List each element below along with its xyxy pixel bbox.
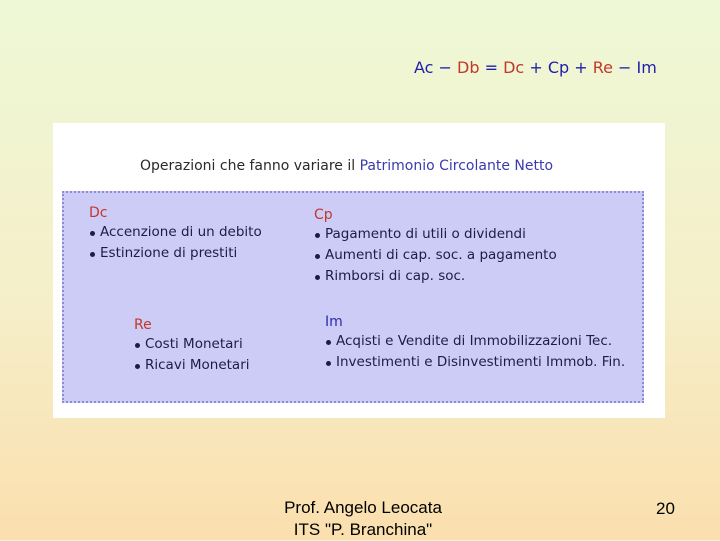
group-cp <box>314 206 557 287</box>
list-item: Investimenti e Disinvestimenti Immob. Fin. <box>325 352 625 373</box>
list-item: Rimborsi di cap. soc. <box>314 266 557 287</box>
equation-plus: + <box>569 58 593 77</box>
group-dc <box>89 204 262 264</box>
equation <box>414 58 657 77</box>
equation-im: Im <box>636 58 657 77</box>
list-item: Aumenti di cap. soc. a pagamento <box>314 245 557 266</box>
equation-minus: − <box>433 58 458 77</box>
group-title: Dc <box>89 205 108 221</box>
equation-equals: = <box>479 58 504 77</box>
footer-author <box>268 497 458 541</box>
list-item: Accenzione di un debito <box>89 222 262 243</box>
group-list <box>89 222 262 264</box>
school-name: ITS "P. Branchina" <box>293 520 433 539</box>
equation-re: Re <box>592 58 613 77</box>
equation-db: Db <box>457 58 480 77</box>
group-im <box>325 313 625 373</box>
card-title-prefix: Operazioni che fanno variare il <box>140 158 360 174</box>
list-item: Costi Monetari <box>134 334 250 355</box>
page-number: 20 <box>656 499 675 518</box>
equation-plus: + <box>524 58 548 77</box>
list-item: Pagamento di utili o dividendi <box>314 224 557 245</box>
operations-card <box>53 123 665 418</box>
card-title-highlight: Patrimonio Circolante Netto <box>359 158 554 174</box>
author-name: Prof. Angelo Leocata <box>284 498 442 517</box>
list-item: Ricavi Monetari <box>134 355 250 376</box>
equation-ac: Ac <box>414 58 434 77</box>
operations-panel <box>62 191 644 403</box>
card-title <box>140 158 553 174</box>
group-title: Cp <box>314 207 333 223</box>
equation-minus: − <box>612 58 637 77</box>
group-list <box>134 334 250 376</box>
group-list <box>314 224 557 287</box>
list-item: Estinzione di prestiti <box>89 243 262 264</box>
equation-cp: Cp <box>547 58 570 77</box>
group-title: Im <box>325 314 343 330</box>
list-item: Acqisti e Vendite di Immobilizzazioni Tec. <box>325 331 625 352</box>
group-re <box>134 316 250 376</box>
equation-dc: Dc <box>503 58 525 77</box>
group-list <box>325 331 625 373</box>
group-title: Re <box>134 317 152 333</box>
